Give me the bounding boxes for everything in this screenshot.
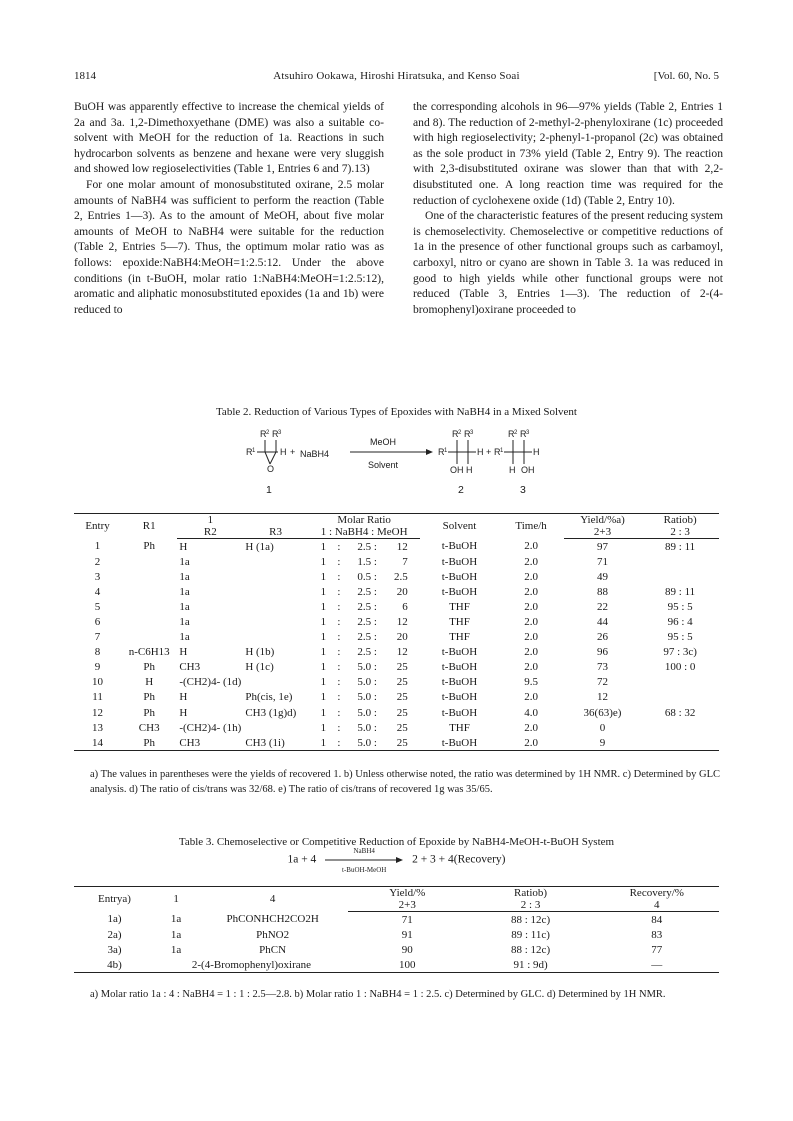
page-number: 1814	[74, 70, 96, 82]
entry-cell: 8	[94, 646, 101, 659]
svg-text:R: R	[246, 447, 253, 457]
compound-label: 3	[520, 484, 526, 496]
substrate-cell: 1a	[170, 943, 182, 956]
molar-ratio-cell: 1 : 5.0 : 25	[320, 721, 408, 734]
entry-cell: 4	[94, 585, 101, 598]
left-column	[74, 99, 384, 317]
time-cell: 2.0	[524, 585, 538, 598]
svg-text:1: 1	[500, 448, 504, 454]
time-cell: 4.0	[524, 706, 538, 719]
paragraph: BuOH was apparently effective to increase the chemical yields of 2a and 3a. 1,2-Dimethoxyethane (DME) was also a suitable co-solvent with MeOH for the reduction of 1a. Reactions in such hydrocarbon solvents as benzene and hexane were very sluggish and showed low regioselectivities (Table 1, Entries 6 and 7).13)	[74, 100, 384, 176]
ratio-cell: 95 : 5	[667, 631, 693, 644]
r2-cell: H	[179, 540, 188, 553]
r1-cell: Ph	[143, 691, 155, 704]
molar-ratio-value: 1	[320, 570, 327, 583]
svg-text:3: 3	[526, 430, 530, 436]
r2-cell: CH3	[177, 735, 243, 751]
svg-text:R: R	[508, 429, 515, 439]
svg-text:R: R	[520, 429, 527, 439]
ratio-cell: 100 : 0	[664, 661, 696, 674]
r3-cell: H (1a)	[245, 540, 274, 553]
table-row	[74, 912, 719, 928]
ratio-cell: 88 : 12c)	[511, 913, 551, 926]
entry-cell: 13	[92, 721, 104, 734]
solvent-cell: t-BuOH	[441, 676, 478, 689]
svg-text:R: R	[452, 429, 459, 439]
molar-ratio-cell: 1 : 5.0 : 25	[308, 735, 421, 751]
molar-ratio-value: 6	[402, 600, 408, 613]
r2-cell: CH3	[179, 661, 201, 674]
ratio-cell: 89 : 11	[665, 540, 696, 553]
yield-cell: 71	[401, 913, 413, 926]
r2-cell: 1a	[179, 600, 190, 613]
molar-ratio-value: 2.5	[357, 631, 372, 644]
yield-cell: 0	[599, 721, 606, 734]
svg-text:+: +	[486, 447, 492, 457]
r3-cell: CH3 (1g)d)	[245, 706, 297, 719]
col-yield-sub: 2+3	[348, 899, 467, 912]
table-row	[74, 539, 719, 555]
molar-ratio-value: 2.5	[393, 570, 408, 583]
svg-text:2: 2	[458, 430, 462, 436]
yield-cell: 26	[596, 631, 608, 644]
r1-cell: n-C6H13	[128, 646, 170, 659]
r3-cell: Ph(cis, 1e)	[245, 691, 293, 704]
col-r2: R2	[177, 526, 243, 539]
volume-info: [Vol. 60, No. 5	[653, 70, 719, 82]
molar-ratio-cell: 1 : 2.5 : 12	[320, 540, 408, 553]
paragraph: For one molar amount of monosubstituted oxirane, 2.5 molar amounts of NaBH4 was sufficient to perform the reaction (Table 2, Entries 1—3). As to the amount of MeOH, about five molar amounts of MeOH to NaBH4 were suitable for the reduction (Table 2, Entries 5—7). Thus, the optimum molar ratio was as follows: epoxide:NaBH4:MeOH=1:2.5:12. Under the above conditions (in t-BuOH, molar ratio 1:NaBH4:MeOH=1:2.5:12), aromatic and aliphatic monosubstituted epoxides (1a and 1b) were reduced to	[74, 177, 384, 316]
molar-ratio-value: 1	[320, 616, 327, 629]
solvent-cell: t-BuOH	[441, 585, 478, 598]
molar-ratio-value: 1	[320, 600, 327, 613]
molar-ratio-cell: 1 : 5.0 : 25	[320, 706, 408, 719]
molar-ratio-value: 12	[396, 616, 408, 629]
solvent-cell: t-BuOH	[441, 555, 478, 568]
molar-ratio-cell: 1 : 5.0 : 25	[320, 661, 408, 674]
solvent-cell: THF	[449, 631, 470, 644]
molar-ratio-value: 5.0	[357, 736, 372, 749]
recovery-cell: —	[595, 957, 719, 973]
col-ratio-sub: 2 : 3	[467, 899, 595, 912]
molar-ratio-value: 2.5	[357, 600, 372, 613]
r1-cell: H	[145, 676, 154, 689]
table3-caption: Table 3. Chemoselective or Competitive Reduction of Epoxide by NaBH4-MeOH-t-BuOH System	[178, 836, 615, 848]
col-yield: Yield/%a)	[564, 514, 641, 527]
yield-cell: 12	[596, 691, 608, 704]
ratio-cell: 88 : 12c)	[511, 943, 551, 956]
table2	[74, 513, 719, 751]
col-yield: Yield/%	[348, 887, 467, 900]
r2-cell: 1a	[179, 570, 190, 583]
molar-ratio-cell: 1 : 2.5 : 6	[320, 600, 408, 613]
molar-ratio-value: 1	[320, 540, 327, 553]
paragraph: One of the characteristic features of the present reducing system is chemoselectivity. Chemoselective or competitive reductions of 1a in the presence of other functional groups such as carbamoyl, carboxyl, nitro or cyano are shown in Table 3. 1a was reduced in good to high yields while other functional groups were not reduced (Table 3, Entries 1—3). The reduction of 2-(4-bromophenyl)oxirane proceeded to	[413, 209, 723, 316]
svg-text:1: 1	[252, 448, 256, 454]
col-ratio: Ratiob)	[467, 887, 595, 900]
ratio-cell	[641, 554, 719, 569]
r2-cell: H	[179, 691, 188, 704]
molar-ratio-value: 1	[320, 585, 327, 598]
table3-reaction	[0, 847, 793, 874]
molar-ratio-cell: 1 : 2.5 : 12	[320, 646, 408, 659]
table2-footnote: a) The values in parentheses were the yields of recovered 1. b) Unless otherwise noted, the ratio was determined by 1H NMR. c) Determined by GLC analysis. d) The ratio of cis/trans was 32/68. e) The ratio of cis/trans of recovered 1g was 35/65.	[90, 769, 720, 795]
yield-cell: 72	[596, 676, 608, 689]
entry-cell: 1	[94, 540, 101, 553]
additive-cell: PhNO2	[256, 928, 290, 941]
yield-cell: 97	[596, 540, 608, 553]
molar-ratio-value: 25	[396, 691, 408, 704]
col-4: 4	[197, 887, 348, 912]
additive-cell: PhCONHCH2CO2H	[226, 913, 319, 926]
svg-text:H: H	[477, 447, 484, 457]
r2-cell: H	[179, 646, 188, 659]
solvent-cell: THF	[449, 600, 470, 613]
molar-ratio-cell: 1 : 0.5 : 2.5	[320, 570, 408, 583]
svg-text:1: 1	[444, 448, 448, 454]
col-time: Time/h	[498, 514, 563, 539]
r1-cell: Ph	[143, 706, 155, 719]
molar-ratio-cell: 1 : 2.5 : 12	[320, 616, 408, 629]
molar-ratio-value: 12	[396, 540, 408, 553]
right-column	[413, 99, 723, 317]
scheme-reagent: NaBH4	[300, 449, 330, 459]
compound-label: 2	[458, 484, 464, 496]
r1-cell	[121, 630, 177, 645]
entry-cell: 14	[74, 735, 121, 751]
r1-cell: CH3	[138, 721, 160, 734]
col-r1: R1	[121, 514, 177, 539]
ratio-cell	[641, 675, 719, 690]
molar-ratio-value: 2.5	[357, 616, 372, 629]
table-row	[74, 957, 719, 973]
scheme-below-arrow: Solvent	[368, 460, 399, 470]
molar-ratio-value: 1	[320, 736, 327, 749]
r1-cell: Ph	[121, 735, 177, 751]
molar-ratio-value: 1	[320, 555, 327, 568]
ratio-cell: 89 : 11	[665, 585, 696, 598]
molar-ratio-value: 1	[320, 661, 327, 674]
molar-ratio-value: 25	[396, 736, 408, 749]
svg-text:R: R	[464, 429, 471, 439]
svg-text:O: O	[267, 464, 275, 474]
col-r3: R3	[243, 526, 308, 539]
r1-cell	[121, 569, 177, 584]
yield-cell: 100	[348, 957, 467, 973]
solvent-cell: t-BuOH	[441, 706, 478, 719]
yield-cell: 91	[401, 928, 413, 941]
r1-cell	[121, 554, 177, 569]
molar-ratio-value: 2.5	[357, 646, 372, 659]
table-row	[74, 735, 719, 751]
yield-cell: 90	[401, 943, 413, 956]
r1-cell	[121, 614, 177, 629]
r1-cell: Ph	[143, 540, 155, 553]
col-entry: Entry	[74, 514, 121, 539]
yield-cell: 73	[596, 661, 608, 674]
time-cell: 2.0	[524, 555, 538, 568]
molar-ratio-value: 2.5	[357, 585, 372, 598]
r3-cell: H (1c)	[245, 661, 274, 674]
table-row	[74, 927, 719, 942]
ratio-cell: 89 : 11c)	[511, 928, 550, 941]
entry-cell: 9	[94, 661, 101, 674]
molar-ratio-value: 5.0	[357, 691, 372, 704]
entry-cell: 10	[92, 676, 104, 689]
ratio-cell: 96 : 4	[667, 616, 693, 629]
time-cell: 2.0	[524, 631, 538, 644]
substrate-cell: 1a	[170, 913, 182, 926]
molar-ratio-value: 1	[320, 721, 327, 734]
yield-cell: 9	[564, 735, 641, 751]
time-cell: 2.0	[524, 646, 538, 659]
ratio-cell	[641, 690, 719, 705]
col-group-1: 1	[177, 514, 243, 527]
entry-cell: 7	[94, 631, 101, 644]
ratio-cell: 95 : 5	[667, 600, 693, 613]
molar-ratio-value: 7	[402, 555, 408, 568]
recovery-cell: 84	[651, 913, 663, 926]
r1-cell: Ph	[143, 661, 155, 674]
entry-cell: 11	[92, 691, 103, 704]
molar-ratio-cell: 1 : 2.5 : 20	[320, 631, 408, 644]
reaction-scheme	[230, 428, 580, 498]
svg-text:OH: OH	[450, 465, 464, 475]
time-cell: 2.0	[498, 735, 563, 751]
col-molar-ratio: Molar Ratio	[308, 514, 421, 527]
recovery-cell: 83	[651, 928, 663, 941]
solvent-cell: t-BuOH	[441, 691, 478, 704]
svg-text:R: R	[438, 447, 445, 457]
ratio-cell: 68 : 32	[664, 706, 696, 719]
molar-ratio-value: 5.0	[357, 706, 372, 719]
substrate-cell: 2-(4-Bromophenyl)oxirane	[155, 957, 348, 973]
molar-ratio-value: 12	[396, 646, 408, 659]
yield-cell: 71	[596, 555, 608, 568]
r2-cell: 1a	[179, 555, 190, 568]
molar-ratio-value: 1	[320, 676, 327, 689]
table-row	[74, 690, 719, 705]
r2-cell: -(CH2)4- (1d)	[179, 676, 242, 689]
compound-label: 1	[266, 484, 272, 496]
substrate-cell: 1a	[170, 928, 182, 941]
col-ratio-sub: 2 : 3	[641, 526, 719, 539]
molar-ratio-value: 1	[320, 706, 327, 719]
molar-ratio-cell: 1 : 1.5 : 7	[320, 555, 408, 568]
solvent-cell: t-BuOH	[420, 735, 498, 751]
running-authors: Atsuhiro Ookawa, Hiroshi Hiratsuka, and Kenso Soai	[273, 70, 520, 82]
r3-cell	[243, 569, 308, 584]
ratio-cell	[641, 735, 719, 751]
table-row	[74, 942, 719, 957]
time-cell: 9.5	[524, 676, 538, 689]
r3-cell	[243, 599, 308, 614]
r3-cell: CH3 (1i)	[243, 735, 308, 751]
time-cell: 2.0	[524, 600, 538, 613]
col-ratio: Ratiob)	[641, 514, 719, 527]
table-row	[74, 645, 719, 660]
table-row	[74, 614, 719, 629]
time-cell: 2.0	[524, 721, 538, 734]
solvent-cell: THF	[449, 616, 470, 629]
additive-cell: PhCN	[259, 943, 287, 956]
molar-ratio-value: 5.0	[357, 721, 372, 734]
col-recovery-sub: 4	[595, 899, 719, 912]
svg-text:R: R	[272, 429, 279, 439]
molar-ratio-value: 25	[396, 676, 408, 689]
entry-cell: 4b)	[74, 957, 155, 973]
col-1: 1	[155, 887, 197, 912]
svg-text:2: 2	[514, 430, 518, 436]
table-row	[74, 554, 719, 569]
ratio-cell	[641, 569, 719, 584]
yield-cell: 36(63)e)	[583, 706, 622, 719]
table-row	[74, 584, 719, 599]
r1-cell	[121, 584, 177, 599]
molar-ratio-value: 2.5	[357, 540, 372, 553]
molar-ratio-value: 25	[396, 721, 408, 734]
r2-cell: -(CH2)4- (1h)	[179, 721, 242, 734]
time-cell: 2.0	[524, 691, 538, 704]
col-yield-sub: 2+3	[564, 526, 641, 539]
entry-cell: 12	[92, 706, 104, 719]
table-row	[74, 705, 719, 720]
molar-ratio-cell: 1 : 2.5 : 20	[320, 585, 408, 598]
time-cell: 2.0	[524, 616, 538, 629]
molar-ratio-value: 0.5	[357, 570, 372, 583]
molar-ratio-cell: 1 : 5.0 : 25	[320, 691, 408, 704]
entry-cell: 1a)	[107, 913, 122, 926]
yield-cell: 96	[596, 646, 608, 659]
time-cell: 2.0	[524, 540, 538, 553]
r2-cell: 1a	[179, 631, 190, 644]
table-row	[74, 569, 719, 584]
svg-text:OH: OH	[521, 465, 535, 475]
yield-cell: 44	[596, 616, 608, 629]
svg-text:2: 2	[266, 430, 270, 436]
molar-ratio-value: 20	[396, 631, 408, 644]
ratio-cell: 97 : 3c)	[663, 646, 697, 659]
svg-text:+: +	[290, 447, 296, 457]
r3-cell	[243, 614, 308, 629]
svg-text:3: 3	[470, 430, 474, 436]
table-row	[74, 660, 719, 675]
r3-cell	[243, 675, 308, 690]
r3-cell	[243, 720, 308, 735]
table-row	[74, 675, 719, 690]
entry-cell: 2a)	[107, 928, 122, 941]
table3-footnote: a) Molar ratio 1a : 4 : NaBH4 = 1 : 1 : 2.5—2.8. b) Molar ratio 1 : NaBH4 = 1 : 2.5. c) Determined by GLC. d) Determined by 1H NMR.	[90, 989, 666, 1000]
yield-cell: 88	[596, 585, 608, 598]
table2-caption: Table 2. Reduction of Various Types of Epoxides with NaBH4 in a Mixed Solvent	[215, 406, 577, 418]
r1-cell	[121, 599, 177, 614]
svg-text:R: R	[260, 429, 267, 439]
entry-cell: 2	[94, 555, 101, 568]
table-row	[74, 630, 719, 645]
table-row	[74, 599, 719, 614]
solvent-cell: t-BuOH	[441, 540, 478, 553]
scheme-above-arrow: MeOH	[370, 437, 397, 447]
ratio-cell	[641, 720, 719, 735]
solvent-cell: t-BuOH	[441, 661, 478, 674]
time-cell: 2.0	[524, 570, 538, 583]
entry-cell: 5	[94, 600, 101, 613]
table3	[74, 886, 719, 973]
molar-ratio-value: 25	[396, 706, 408, 719]
paragraph: the corresponding alcohols in 96—97% yields (Table 2, Entries 1 and 8). The reduction of 2-methyl-2-phenyloxirane (1c) proceeded with high regioselectivity; 2-phenyl-1-propanol (2c) was obtained as the sole product in 73% yield (Table 2, Entry 9). The reaction with 2,3-disubstituted oxirane was slower than that with 2,2-disubstituted one. A long reaction time was required for the reduction of cyclohexene oxide (1d) (Table 2, Entry 10).	[413, 100, 723, 207]
molar-ratio-value: 25	[396, 661, 408, 674]
svg-text:H: H	[533, 447, 540, 457]
running-header	[74, 70, 719, 86]
svg-text:R: R	[494, 447, 501, 457]
solvent-cell: t-BuOH	[441, 646, 478, 659]
entry-cell: 3	[94, 570, 101, 583]
col-entry: Entrya)	[74, 887, 155, 912]
time-cell: 2.0	[524, 661, 538, 674]
r3-cell	[243, 630, 308, 645]
r2-cell: H	[179, 706, 188, 719]
molar-ratio-cell: 1 : 5.0 : 25	[320, 676, 408, 689]
r3-cell	[243, 584, 308, 599]
col-recovery: Recovery/%	[595, 887, 719, 900]
reaction-arrow: NaBH4 t-BuOH-MeOH	[325, 853, 403, 867]
molar-ratio-value: 5.0	[357, 676, 372, 689]
molar-ratio-value: 1	[320, 691, 327, 704]
entry-cell: 3a)	[107, 943, 122, 956]
reaction-right: 2 + 3 + 4(Recovery)	[412, 853, 506, 866]
r3-cell: H (1b)	[245, 646, 275, 659]
r2-cell: 1a	[179, 616, 190, 629]
molar-ratio-value: 5.0	[357, 661, 372, 674]
solvent-cell: t-BuOH	[441, 570, 478, 583]
molar-ratio-value: 1.5	[357, 555, 372, 568]
svg-text:H: H	[466, 465, 473, 475]
molar-ratio-value: 1	[320, 646, 327, 659]
col-molar-ratio-sub: 1 : NaBH4 : MeOH	[308, 526, 421, 539]
svg-text:3: 3	[278, 430, 282, 436]
solvent-cell: THF	[449, 721, 470, 734]
yield-cell: 22	[596, 600, 608, 613]
svg-text:H: H	[509, 465, 516, 475]
table-row	[74, 720, 719, 735]
r2-cell: 1a	[179, 585, 190, 598]
col-solvent: Solvent	[420, 514, 498, 539]
ratio-cell: 91 : 9d)	[467, 957, 595, 973]
molar-ratio-value: 20	[396, 585, 408, 598]
r3-cell	[243, 554, 308, 569]
molar-ratio-value: 1	[320, 631, 327, 644]
svg-text:H: H	[280, 447, 287, 457]
yield-cell: 49	[596, 570, 608, 583]
entry-cell: 6	[94, 616, 101, 629]
reaction-left: 1a + 4	[287, 853, 317, 866]
recovery-cell: 77	[651, 943, 663, 956]
